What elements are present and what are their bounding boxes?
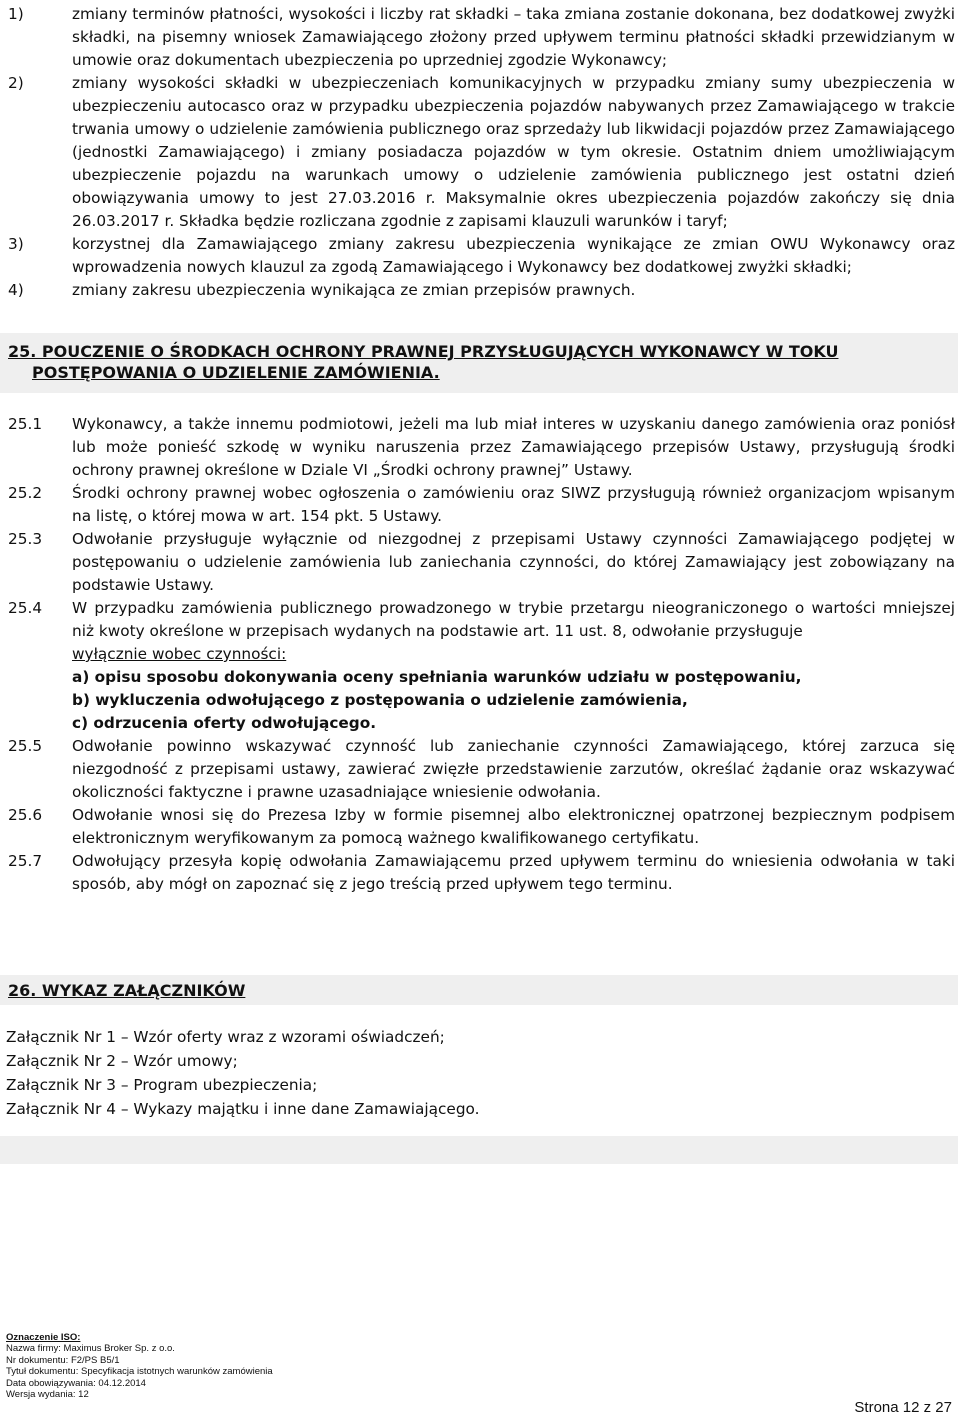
clause-number: 25.4 bbox=[8, 599, 43, 617]
clause-text bbox=[72, 597, 955, 666]
section-25-heading bbox=[0, 333, 958, 393]
divider-bar bbox=[0, 1136, 958, 1164]
section-25-title-line2: POSTĘPOWANIA O UDZIELENIE ZAMÓWIENIA. bbox=[32, 363, 440, 382]
attachment-item: Załącznik Nr 4 – Wykazy majątku i inne dane Zamawiającego. bbox=[6, 1100, 480, 1118]
footer-line: Data obowiązywania: 04.12.2014 bbox=[6, 1377, 146, 1389]
clause-item bbox=[0, 413, 955, 482]
attachment-item: Załącznik Nr 3 – Program ubezpieczenia; bbox=[6, 1076, 318, 1094]
list-text: zmiany wysokości składki w ubezpieczeniach komunikacyjnych w przypadku zmiany sumy ubezpieczenia w ubezpieczeniu autocasco oraz w przypadku ubezpieczenia pojazdów nabywanych przez Zamawiającego w trakcie trwania umowy o udzielenie zamówienia publicznego oraz sprzedaży lub likwidacji pojazdów przez Zamawiającego (jednostki Zamawiającego) i zmiany posiadacza pojazdów w tym okresie. Ostatnim dniem umożliwiającym ubezpieczenie pojazdu na warunkach umowy o udzielenie zamówienia publicznego jest ostatni dzień obowiązywania umowy to jest 27.03.2016 r. Maksymalnie okres ubezpieczenia pojazdów zakończy się dnia 26.03.2017 r. Składka będzie rozliczana zgodnie z zapisami klauzuli warunków i taryf; bbox=[72, 74, 955, 230]
clause-text-underlined: wyłącznie wobec czynności: bbox=[72, 645, 287, 663]
list-item bbox=[0, 72, 955, 233]
sub-item-b: b) wykluczenia odwołującego z postępowania o udzielenie zamówienia, bbox=[72, 691, 688, 709]
list-text: zmiany zakresu ubezpieczenia wynikająca ze zmian przepisów prawnych. bbox=[72, 281, 636, 299]
clause-text: Odwołujący przesyła kopię odwołania Zamawiającemu przed upływem terminu do wniesienia odwołania w taki sposób, aby mógł on zapoznać się z jego treścią przed upływem tego terminu. bbox=[72, 852, 955, 893]
clause-text: Środki ochrony prawnej wobec ogłoszenia o zamówieniu oraz SIWZ przysługują również organizacjom wpisanym na listę, o której mowa w art. 154 pkt. 5 Ustawy. bbox=[72, 484, 955, 525]
list-item bbox=[0, 233, 955, 279]
clause-text-main: W przypadku zamówienia publicznego prowadzonego w trybie przetargu nieograniczonego o wartości mniejszej niż kwoty określone w przepisach wydanych na podstawie art. 11 ust. 8, odwołanie przysługuje bbox=[72, 599, 955, 640]
iso-footer bbox=[6, 1332, 273, 1400]
clause-item bbox=[0, 597, 955, 666]
clause-number: 25.6 bbox=[8, 806, 43, 824]
attachment-item: Załącznik Nr 2 – Wzór umowy; bbox=[6, 1052, 238, 1070]
sub-item-a: a) opisu sposobu dokonywania oceny spełniania warunków udziału w postępowaniu, bbox=[72, 668, 802, 686]
clause-item bbox=[0, 804, 955, 850]
list-text: zmiany terminów płatności, wysokości i liczby rat składki – taka zmiana zostanie dokonana, bez dodatkowej zwyżki składki, na pisemny wniosek Zamawiającego złożony przed upływem terminu płatności składki przewidzianym w umowie oraz dokumentach ubezpieczenia po uprzedniej zgodzie Wykonawcy; bbox=[72, 5, 955, 69]
list-number: 2) bbox=[8, 74, 24, 92]
clause-item bbox=[0, 850, 955, 896]
footer-line: Nr dokumentu: F2/PS B5/1 bbox=[6, 1354, 120, 1366]
clause-number: 25.3 bbox=[8, 530, 43, 548]
clause-text: Wykonawcy, a także innemu podmiotowi, jeżeli ma lub miał interes w uzyskaniu danego zamówienia oraz poniósł lub może ponieść szkodę w wyniku naruszenia przez Zamawiającego przepisów Ustawy, przysługują środki ochrony prawnej określone w Dziale VI „Środki ochrony prawnej” Ustawy. bbox=[72, 415, 955, 479]
list-number: 3) bbox=[8, 235, 24, 253]
list-item bbox=[0, 279, 955, 302]
clause-number: 25.2 bbox=[8, 484, 43, 502]
attachments-list bbox=[6, 1025, 906, 1121]
amendments-list bbox=[0, 3, 955, 302]
attachment-item: Załącznik Nr 1 – Wzór oferty wraz z wzorami oświadczeń; bbox=[6, 1028, 445, 1046]
footer-line: Wersja wydania: 12 bbox=[6, 1389, 89, 1401]
page-number: Strona 12 z 27 bbox=[854, 1399, 952, 1416]
clause-item bbox=[0, 735, 955, 804]
list-item bbox=[0, 3, 955, 72]
clause-text: Odwołanie powinno wskazywać czynność lub zaniechanie czynności Zamawiającego, której zarzuca się niezgodność z przepisami ustawy, zawierać zwięzłe przedstawienie zarzutów, określać żądanie oraz wskazywać okoliczności faktyczne i prawne uzasadniające wniesienie odwołania. bbox=[72, 737, 955, 801]
section-26-title: 26. WYKAZ ZAŁĄCZNIKÓW bbox=[8, 981, 246, 1000]
list-number: 1) bbox=[8, 5, 24, 23]
clause-number: 25.1 bbox=[8, 415, 43, 433]
footer-line: Nazwa firmy: Maximus Broker Sp. z o.o. bbox=[6, 1343, 175, 1355]
clause-item bbox=[0, 528, 955, 597]
clause-item bbox=[0, 482, 955, 528]
footer-line: Tytuł dokumentu: Specyfikacja istotnych warunków zamówienia bbox=[6, 1366, 273, 1378]
footer-heading: Oznaczenie ISO: bbox=[6, 1332, 81, 1343]
list-number: 4) bbox=[8, 281, 24, 299]
clause-text: Odwołanie przysługuje wyłącznie od niezgodnej z przepisami Ustawy czynności Zamawiającego podjętej w postępowaniu o udzielenie zamówienia lub zaniechania czynności, do której Zamawiający jest zobowiązany na podstawie Ustawy. bbox=[72, 530, 955, 594]
section-26-heading bbox=[0, 975, 958, 1005]
clause-number: 25.5 bbox=[8, 737, 43, 755]
section-25-title-line1: 25. POUCZENIE O ŚRODKACH OCHRONY PRAWNEJ PRZYSŁUGUJĄCYCH WYKONAWCY W TOKU bbox=[8, 342, 839, 361]
clause-text: Odwołanie wnosi się do Prezesa Izby w formie pisemnej albo elektronicznej opatrzonej bezpiecznym podpisem elektronicznym weryfikowanym za pomocą ważnego kwalifikowanego certyfikatu. bbox=[72, 806, 955, 847]
clause-number: 25.7 bbox=[8, 852, 43, 870]
section-25-body bbox=[0, 413, 955, 896]
list-text: korzystnej dla Zamawiającego zmiany zakresu ubezpieczenia wynikające ze zmian OWU Wykonawcy oraz wprowadzenia nowych klauzul za zgodą Zamawiającego i Wykonawcy bez dodatkowej zwyżki składki; bbox=[72, 235, 955, 276]
sub-item-c: c) odrzucenia oferty odwołującego. bbox=[72, 714, 377, 732]
